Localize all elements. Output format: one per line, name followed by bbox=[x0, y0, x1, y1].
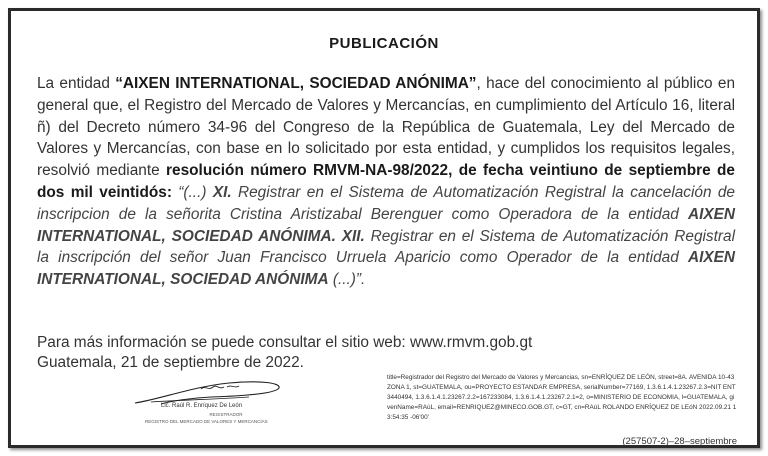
signer-role: REGISTRADOR bbox=[209, 412, 243, 417]
info-block bbox=[37, 333, 735, 373]
point-xi: XI. bbox=[212, 183, 232, 201]
entity-name-1: AIXEN INTERNATIONAL, SOCIEDAD ANÓNIMA. bbox=[37, 205, 735, 245]
entity-name-2: AIXEN INTERNATIONAL, SOCIEDAD ANÓNIMA bbox=[37, 249, 735, 289]
quote-part2: Registrar en el Sistema de Automatización Registral la inscripción del señor Juan Francisco Urruela Aparicio como Operador de la entidad bbox=[37, 227, 736, 267]
quote-part1: Registrar en el Sistema de Automatización Registral la cancelación de inscripcion de la señorita Cristina Aristizabal Berenguer como Operadora de la entidad bbox=[37, 183, 735, 223]
body-intro: La entidad bbox=[37, 75, 116, 92]
resolution-reference: resolución número RMVM-NA-98/2022, de fecha veintiuno de septiembre de dos mil veintidós: bbox=[37, 162, 735, 201]
point-xii: XII. bbox=[335, 227, 365, 245]
info-line: Para más información se puede consultar el sitio web: www.rmvm.gob.gt bbox=[37, 334, 533, 351]
date-line: Guatemala, 21 de septiembre de 2022. bbox=[37, 354, 304, 371]
publication-body bbox=[37, 73, 735, 291]
quote-close: (...)”. bbox=[328, 271, 366, 289]
signer-organization: REGISTRO DEL MERCADO DE VALORES Y MERCANCÍAS bbox=[145, 419, 268, 424]
body-part1: , hace del conocimiento al público en general que, el Registro del Mercado de Valores y Mercancías, en cumplimiento del Artículo 16, literal ñ) del Decreto número 34-96 del Congreso de la República de Guatemala, Ley del Mercado de Valores y Mercancías, con base en lo solicitado por esta entidad, y cumplidos los requisitos legales, resolvió mediante bbox=[37, 75, 735, 180]
digital-signature-text: title=Registrador del Registro del Mercado de Valores y Mercancias, sn=ENRÍQUEZ DE LEÓN, street=8A. AVENIDA 10-43 ZONA 1, st=GUATEMALA, ou=PROYECTO ESTANDAR EMPRESA, serialNumber=77169, 1.3.6.1.4.1.23267.2.3=NIT ENT 3440494, 1.3.6.1.4.1.23267.2.2=167233084, 1.3.6.1.4.1.23267.2.1=2, o=MINISTERIO DE ECONOMIA, l=GUATEMALA, givenName=RAúL, email=RENRIQUEZ@MINECO.GOB.GT, c=GT, cn=RAúL ROLANDO ENRÍQUEZ DE LEóN 2022.09.21 13:54:35 -06'00' bbox=[387, 374, 737, 421]
signer-name: Lic. Raúl R. Enríquez De León bbox=[161, 403, 243, 409]
publication-reference: (257507-2)–28–septiembre bbox=[622, 436, 737, 447]
entity-name-quoted: “AIXEN INTERNATIONAL, SOCIEDAD ANÓNIMA” bbox=[115, 75, 477, 92]
signature-block bbox=[131, 379, 301, 439]
publication-frame bbox=[8, 8, 760, 448]
quote-open: “(...) bbox=[171, 183, 213, 201]
publication-title: PUBLICACIÓN bbox=[329, 35, 439, 52]
